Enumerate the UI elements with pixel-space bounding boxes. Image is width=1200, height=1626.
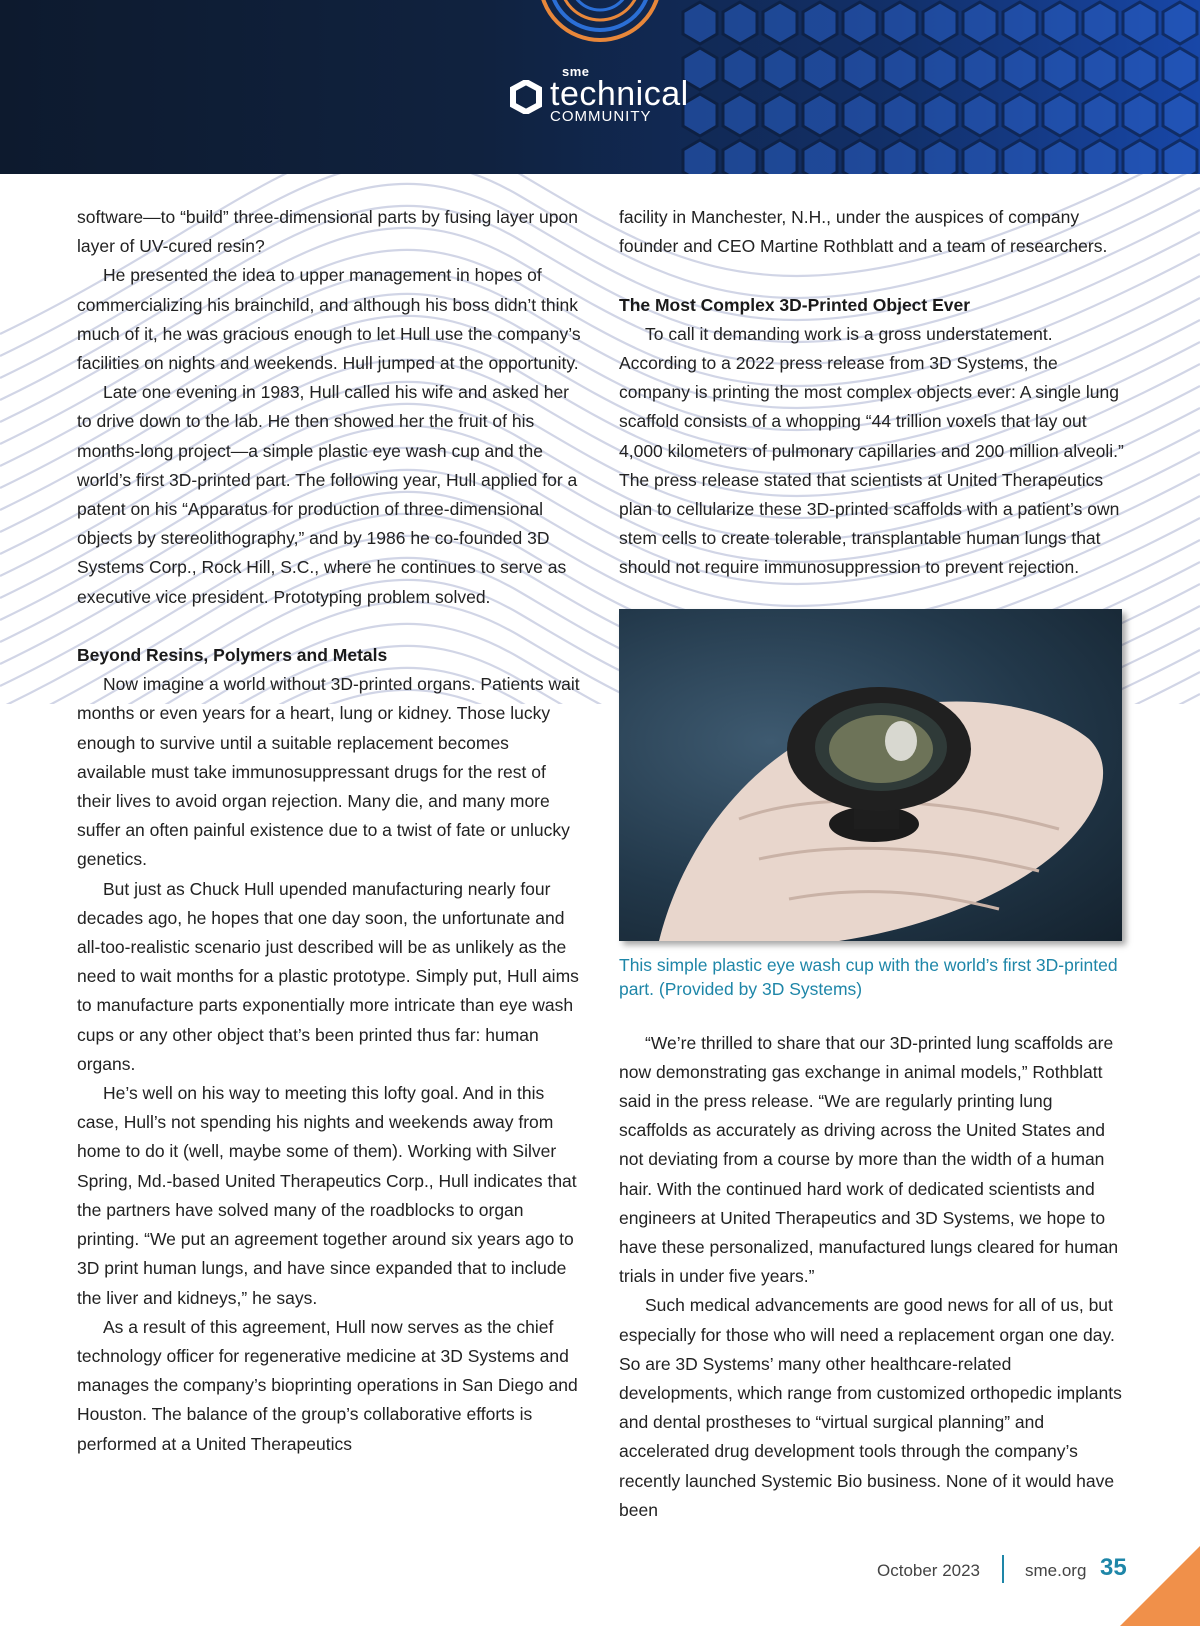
page-number: 35 bbox=[1100, 1554, 1127, 1581]
photo-caption: This simple plastic eye wash cup with the world’s first 3D-printed part. (Provided by 3D Systems) bbox=[619, 954, 1118, 999]
section-heading: The Most Complex 3D-Printed Object Ever bbox=[619, 294, 971, 315]
section-heading: Beyond Resins, Polymers and Metals bbox=[77, 645, 388, 666]
paragraph: “We’re thrilled to share that our 3D-printed lung scaffolds are now demonstrating gas exchange in animal models,” Rothblatt said in the press release. “We are regularly printing lung scaffolds as accurately as driving across the United States and not deviating from a course by more than the width of a human hair. With the continued hard work of dedicated scientists and engineers at United Therapeutics and 3D Systems, we hope to have these personalized, manufactured lungs cleared for human trials in under five years.” bbox=[619, 1032, 1119, 1287]
page-footer bbox=[860, 1553, 1140, 1593]
brand-subtitle: COMMUNITY bbox=[550, 108, 652, 125]
hand-holding-cup-illustration bbox=[619, 609, 1122, 941]
paragraph: He’s well on his way to meeting this lofty goal. And in this case, Hull’s not spending his nights and weekends away from home to do it (well, maybe some of them). Working with Silver Spring, Md.-based United Therapeutics Corp., Hull indicates that the partners have solved many of the roadblocks to organ printing. “We put an agreement together around six years ago to 3D print human lungs, and have since expanded that to include the liver and kidneys,” he says. bbox=[77, 1083, 577, 1308]
eye-wash-cup-photo bbox=[619, 609, 1122, 941]
article-left-column bbox=[77, 203, 582, 1459]
paragraph: He presented the idea to upper management in hopes of commercializing his brainchild, and although his boss didn’t think much of it, he was gracious enough to let Hull use the company’s facilities on nights and weekends. Hull jumped at the opportunity. bbox=[77, 265, 581, 374]
swirl-logo-graphic bbox=[530, 0, 670, 60]
brand-name: technical bbox=[550, 75, 689, 113]
paragraph: facility in Manchester, N.H., under the auspices of company founder and CEO Martine Rothblatt and a team of researchers. bbox=[619, 207, 1108, 257]
article-right-column bbox=[619, 203, 1124, 1525]
hexagon-icon bbox=[510, 80, 542, 114]
paragraph: Late one evening in 1983, Hull called his wife and asked her to drive down to the lab. He then showed her the fruit of his months-long project—a simple plastic eye wash cup and the world’s first 3D-printed part. The following year, Hull applied for a patent on his “Apparatus for production of three-dimensional objects by stereolithography,” and by 1986 he co-founded 3D Systems Corp., Rock Hill, S.C., where he continues to serve as executive vice president. Prototyping problem solved. bbox=[77, 382, 578, 607]
masthead-banner bbox=[0, 0, 1200, 174]
orange-corner-accent bbox=[1120, 1546, 1200, 1626]
hexagon-pattern bbox=[680, 0, 1200, 174]
paragraph: software—to “build” three-dimensional parts by fusing layer upon layer of UV-cured resin? bbox=[77, 207, 578, 257]
website-link[interactable]: sme.org bbox=[1025, 1561, 1087, 1580]
paragraph: But just as Chuck Hull upended manufacturing nearly four decades ago, he hopes that one day soon, the unfortunate and all-too-realistic scenario just described will be as unlikely as the need to wait months for a plastic prototype. Simply put, Hull aims to manufacture parts exponentially more intricate than eye wash cups or any other object that’s been printed thus far: human organs. bbox=[77, 878, 579, 1074]
paragraph: To call it demanding work is a gross understatement. According to a 2022 press release from 3D Systems, the company is printing the most complex objects ever: A single lung scaffold consists of a whopping “44 trillion voxels that lay out 4,000 kilometers of pulmonary capillaries and 200 million alveoli.” The press release stated that scientists at United Therapeutics plan to cellularize these 3D-printed scaffolds with a patient’s own stem cells to create tolerable, transplantable human lungs that should not require immunosuppression to prevent rejection. bbox=[619, 323, 1124, 578]
footer-divider bbox=[1002, 1555, 1004, 1583]
paragraph: As a result of this agreement, Hull now serves as the chief technology officer for regenerative medicine at 3D Systems and manages the company’s bioprinting operations in San Diego and Houston. The balance of the group’s collaborative efforts is performed at a United Therapeutics bbox=[77, 1316, 578, 1454]
paragraph: Such medical advancements are good news for all of us, but especially for those who will need a replacement organ one day. So are 3D Systems’ many other healthcare-related developments, which range from customized orthopedic implants and dental prostheses to “virtual surgical planning” and accelerated drug development tools through the company’s recently launched Systemic Bio business. None of it would have been bbox=[619, 1295, 1122, 1520]
sme-technical-community-logo bbox=[510, 64, 710, 130]
issue-date: October 2023 bbox=[877, 1561, 981, 1580]
brand-prefix: sme bbox=[562, 64, 590, 79]
paragraph: Now imagine a world without 3D-printed organs. Patients wait months or even years for a heart, lung or kidney. Those lucky enough to survive until a suitable replacement becomes available must take immunosuppressant drugs for the rest of their lives to avoid organ rejection. Many die, and many more suffer an often painful existence due to a twist of fate or unlucky genetics. bbox=[77, 674, 580, 870]
